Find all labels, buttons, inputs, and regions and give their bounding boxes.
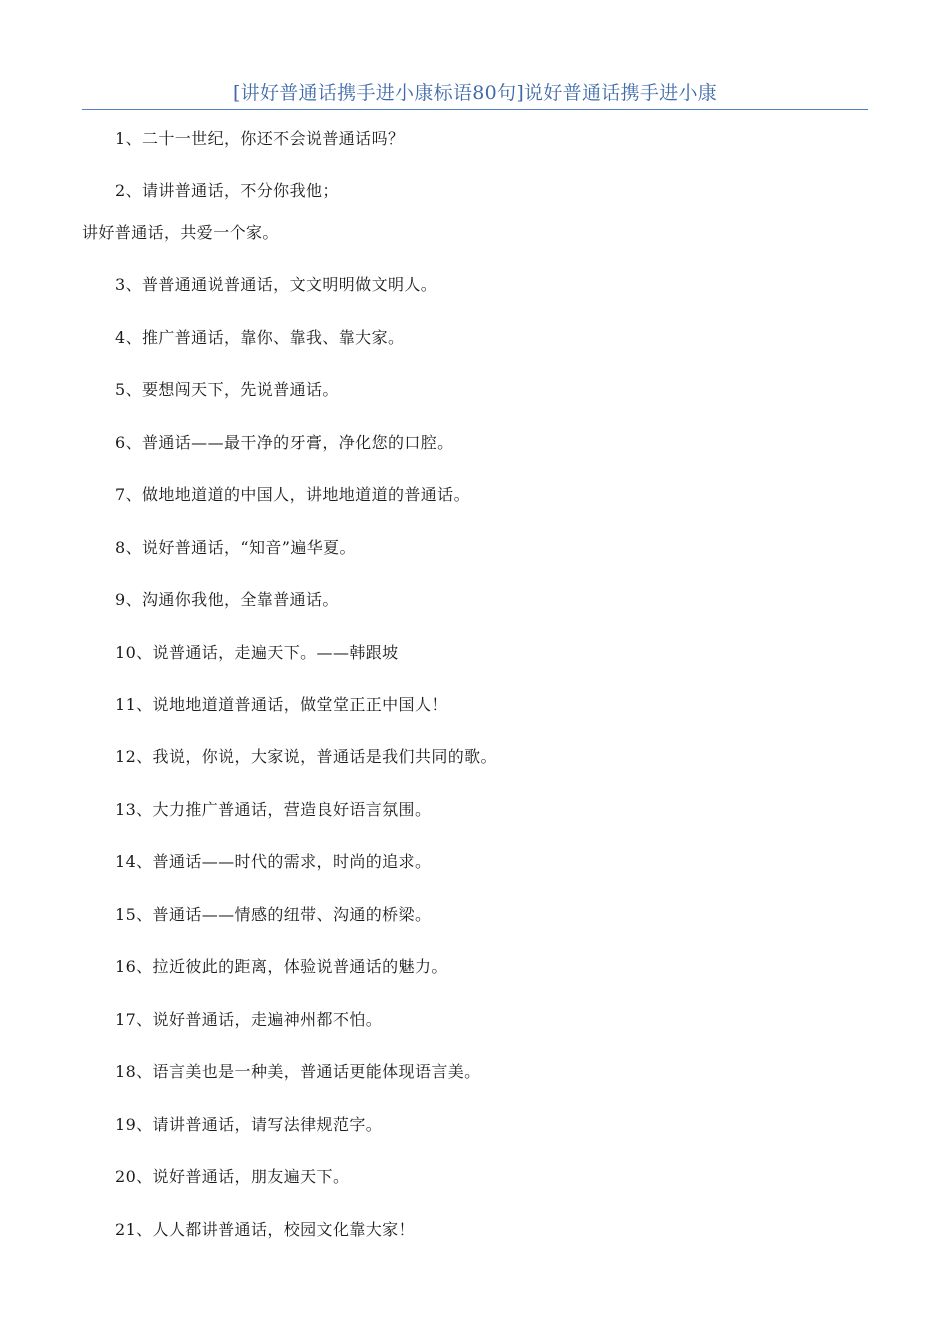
slogan-line: 8、说好普通话，“知音”遍华夏。 — [115, 538, 356, 557]
slogan-line: 18、语言美也是一种美，普通话更能体现语言美。 — [115, 1062, 481, 1081]
slogan-line: 1、二十一世纪，你还不会说普通话吗？ — [115, 129, 405, 148]
slogan-line: 21、人人都讲普通话，校园文化靠大家！ — [115, 1220, 415, 1239]
slogan-line: 11、说地地道道普通话，做堂堂正正中国人！ — [115, 695, 448, 714]
slogan-line: 17、说好普通话，走遍神州都不怕。 — [115, 1010, 383, 1029]
slogan-line: 19、请讲普通话，请写法律规范字。 — [115, 1115, 383, 1134]
slogan-line: 4、推广普通话，靠你、靠我、靠大家。 — [115, 328, 405, 347]
slogan-line: 12、我说，你说，大家说，普通话是我们共同的歌。 — [115, 747, 497, 766]
slogan-line: 15、普通话——情感的纽带、沟通的桥梁。 — [115, 905, 432, 924]
slogan-line: 16、拉近彼此的距离，体验说普通话的魅力。 — [115, 957, 448, 976]
document-header — [82, 78, 868, 110]
slogan-line: 14、普通话——时代的需求，时尚的追求。 — [115, 852, 432, 871]
slogan-line: 7、做地地道道的中国人，讲地地道道的普通话。 — [115, 485, 470, 504]
slogan-line-continuation: 讲好普通话，共爱一个家。 — [82, 223, 279, 242]
slogan-line: 20、说好普通话，朋友遍天下。 — [115, 1167, 350, 1186]
slogan-line: 5、要想闯天下，先说普通话。 — [115, 380, 339, 399]
document-title: [讲好普通话携手进小康标语80句]说好普通话携手进小康 — [232, 82, 718, 104]
slogan-line: 2、请讲普通话，不分你我他； — [115, 181, 339, 200]
slogan-line: 3、普普通通说普通话，文文明明做文明人。 — [115, 275, 438, 294]
slogan-line: 6、普通话——最干净的牙膏，净化您的口腔。 — [115, 433, 454, 452]
slogan-line: 13、大力推广普通话，营造良好语言氛围。 — [115, 800, 432, 819]
slogan-line: 10、说普通话，走遍天下。——韩跟坡 — [115, 643, 399, 662]
slogan-line: 9、沟通你我他，全靠普通话。 — [115, 590, 339, 609]
